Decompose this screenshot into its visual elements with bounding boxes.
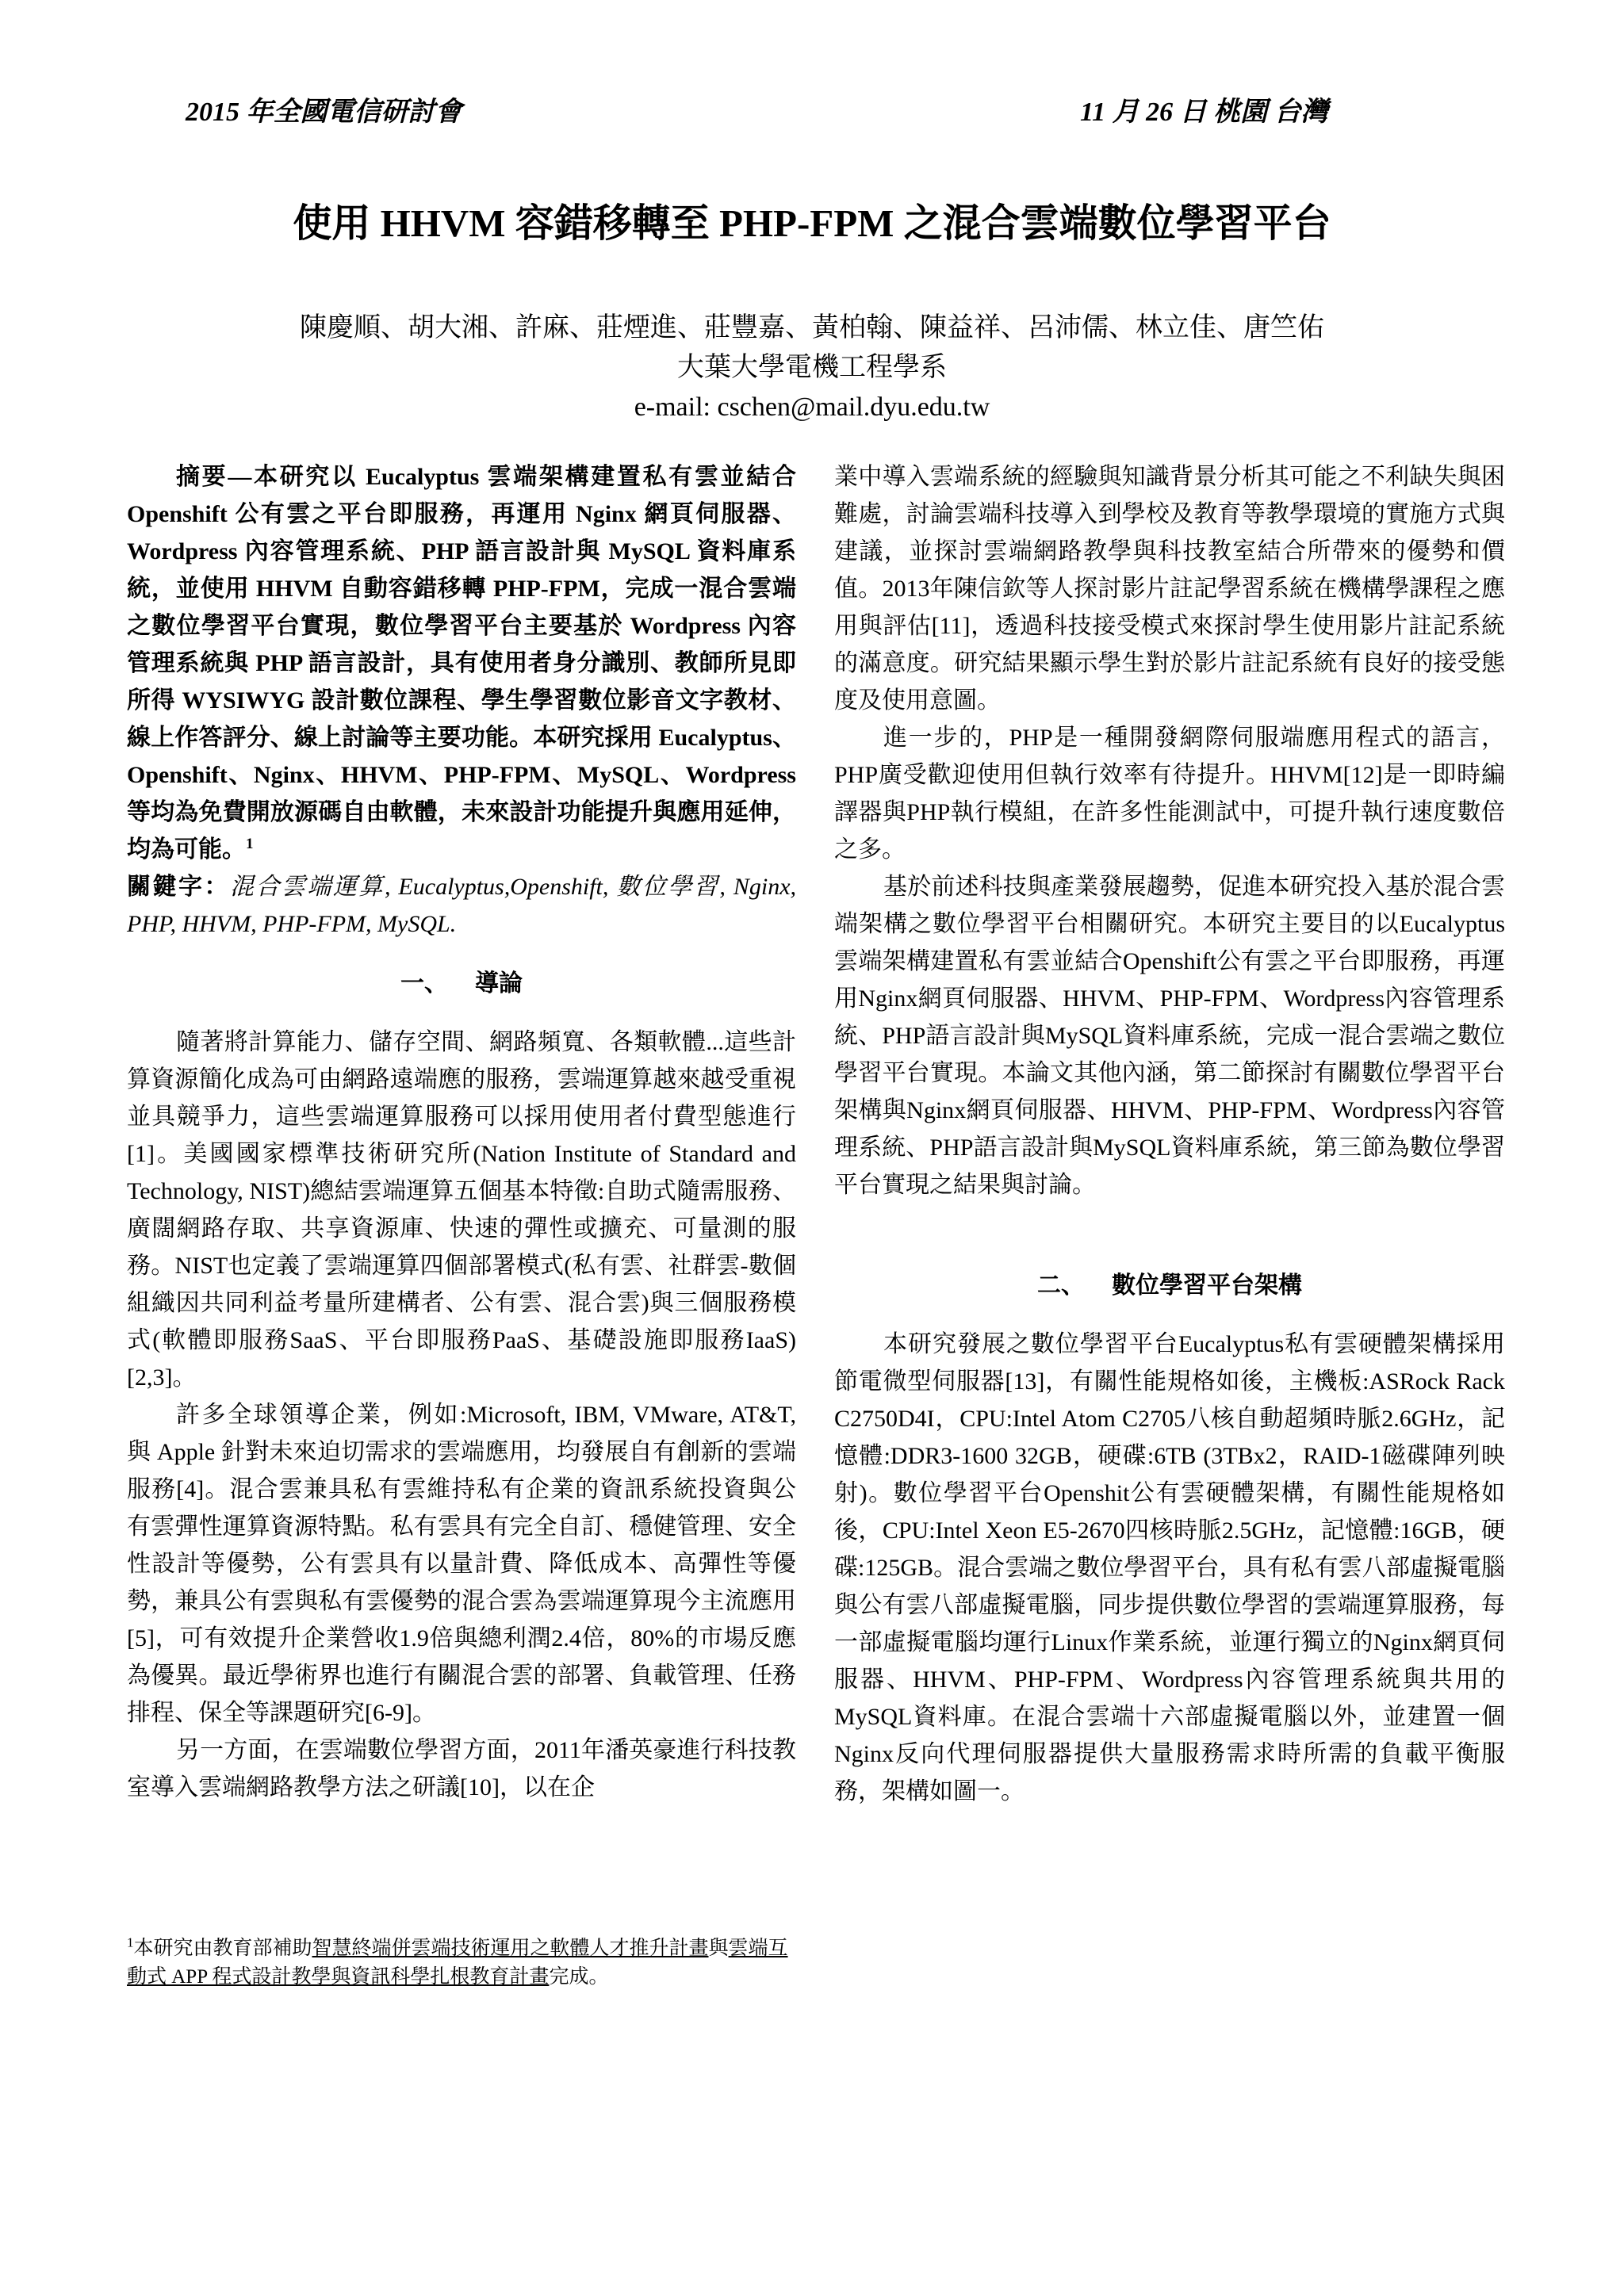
footnote-text-post: 完成。 bbox=[549, 1966, 609, 1988]
paper-title: 使用 HHVM 容錯移轉至 PHP-FPM 之混合雲端數位學習平台 bbox=[293, 201, 1331, 245]
keywords-text: 混合雲端運算, Eucalyptus,Openshift, 數位學習, Nginx, PHP, HHVM, PHP-FPM, MySQL. bbox=[127, 874, 797, 937]
footnote-number: 1 bbox=[127, 1934, 134, 1950]
section-1-title: 導論 bbox=[475, 970, 523, 997]
section-1-number: 一、 bbox=[400, 970, 448, 997]
paragraph: 另一方面，在雲端數位學習方面，2011年潘英豪進行科技教室導入雲端網路教學方法之研議[10]，以在企 bbox=[127, 1737, 796, 1800]
conference-header: 2015 年全國電信研討會 bbox=[186, 98, 462, 127]
left-column bbox=[127, 458, 796, 1806]
affiliation: 大葉大學電機工程學系 bbox=[677, 353, 947, 382]
footnote-project-2: 雲端互動式 APP 程式設計教學與資訊科學扎根教育計畫 bbox=[127, 1938, 788, 1988]
email: e-mail: cschen@mail.dyu.edu.tw bbox=[634, 392, 990, 422]
section-2-number: 二、 bbox=[1037, 1272, 1085, 1299]
paragraph: 業中導入雲端系統的經驗與知識背景分析其可能之不利缺失與困難處，討論雲端科技導入到學校及教育等教學環境的實施方式與建議，並探討雲端網路教學與科技教室結合所帶來的優勢和價值。2013年陳信欽等人探討影片註記學習系統在機構學課程之應用與評估[11]，透過科技接受模式來探討學生使用影片註記系統的滿意度。研究結果顯示學生對於影片註記系統有良好的接受態度及使用意圖。 bbox=[834, 464, 1505, 714]
paragraph: 隨著將計算能力、儲存空間、網路頻寬、各類軟體...這些計算資源簡化成為可由網路遠端應的服務，雲端運算越來越受重視並具競爭力，這些雲端運算服務可以採用使用者付費型態進行[1]。美國國家標準技術研究所(Nation Institute of Standard and Technology, NIST)總結雲端運算五個基本特徵:自助式隨需服務、廣闊網路存取、共享資源庫、快速的彈性或擴充、可量測的服務。NIST也定義了雲端運算四個部署模式(私有雲、社群雲-數個組織因共同利益考量所建構者、公有雲、混合雲)與三個服務模式(軟體即服務SaaS、平台即服務PaaS、基礎設施即服務IaaS)[2,3]。 bbox=[127, 1029, 796, 1391]
footnote bbox=[127, 1934, 796, 1992]
section-2-heading bbox=[834, 1270, 1505, 1302]
footnote-project-1: 智慧終端併雲端技術運用之軟體人才推升計畫 bbox=[312, 1938, 709, 1959]
footnote-text-mid: 與 bbox=[708, 1938, 729, 1959]
section-1-heading bbox=[127, 968, 796, 1000]
abstract-text: 摘要—本研究以 Eucalyptus 雲端架構建置私有雲並結合 Openshift 公有雲之平台即服務，再運用 Nginx 網頁伺服器、Wordpress 內容管理系統、PHP 語言設計與 MySQL 資料庫系統，並使用 HHVM 自動容錯移轉 PHP-FPM，完成一混合雲端之數位學習平台實現，數位學習平台主要基於 Wordpress 內容管理系統與 PHP 語言設計，具有使用者身分識別、教師所見即所得 WYSIWYG 設計數位課程、學生學習數位影音文字教材、線上作答評分、線上討論等主要功能。本研究採用 Eucalyptus、Openshift、Nginx、HHVM、PHP-FPM、MySQL、Wordpress 等均為免費開放源碼自由軟體，未來設計功能提升與應用延伸，均為可能。 bbox=[127, 464, 796, 863]
right-column bbox=[834, 458, 1505, 1810]
date-location-header: 11 月 26 日 桃園 台灣 bbox=[1080, 98, 1328, 127]
section-2-title: 數位學習平台架構 bbox=[1112, 1272, 1302, 1299]
paragraph: 許多全球領導企業，例如:Microsoft, IBM, VMware, AT&T, 與 Apple 針對未來迫切需求的雲端應用，均發展自有創新的雲端服務[4]。混合雲兼具私有雲維持私有企業的資訊系統投資與公有雲彈性運算資源特點。私有雲具有完全自訂、穩健管理、安全性設計等優勢，公有雲具有以量計費、降低成本、高彈性等優勢，兼具公有雲與私有雲優勢的混合雲為雲端運算現今主流應用[5]，可有效提升企業營收1.9倍與總利潤2.4倍，80%的市場反應為優異。最近學術界也進行有關混合雲的部署、負載管理、任務排程、保全等課題研究[6-9]。 bbox=[127, 1402, 796, 1726]
paragraph: 進一步的，PHP是一種開發網際伺服端應用程式的語言，PHP廣受歡迎使用但執行效率有待提升。HHVM[12]是一即時編譯器與PHP執行模組，在許多性能測試中，可提升執行速度數倍之多。 bbox=[834, 725, 1505, 863]
paragraph: 基於前述科技與產業發展趨勢，促進本研究投入基於混合雲端架構之數位學習平台相關研究。本研究主要目的以Eucalyptus雲端架構建置私有雲並結合Openshift公有雲之平台即服務，再運用Nginx網頁伺服器、HHVM、PHP-FPM、Wordpress內容管理系統、PHP語言設計與MySQL資料庫系統，完成一混合雲端之數位學習平台實現。本論文其他內涵，第二節探討有關數位學習平台架構與Nginx網頁伺服器、HHVM、PHP-FPM、Wordpress內容管理系統、PHP語言設計與MySQL資料庫系統，第三節為數位學習平台實現之結果與討論。 bbox=[834, 874, 1505, 1198]
abstract bbox=[127, 458, 796, 868]
keywords-label: 關鍵字： bbox=[127, 874, 230, 900]
footnote-mark: 1 bbox=[246, 836, 254, 852]
paragraph: 本研究發展之數位學習平台Eucalyptus私有雲硬體架構採用節電微型伺服器[13]，有關性能規格如後，主機板:ASRock Rack C2750D4I，CPU:Intel Atom C2705八核自動超頻時脈2.6GHz，記憶體:DDR3-1600 32GB，硬碟:6TB (3TBx2，RAID-1磁碟陣列映射)。數位學習平台Openshit公有雲硬體架構，有關性能規格如後，CPU:Intel Xeon E5-2670四核時脈2.5GHz，記憶體:16GB，硬碟:125GB。混合雲端之數位學習平台，具有私有雲八部虛擬電腦與公有雲八部虛擬電腦，同步提供數位學習的雲端運算服務，每一部虛擬電腦均運行Linux作業系統，並運行獨立的Nginx網頁伺服器、HHVM、PHP-FPM、Wordpress內容管理系統與共用的MySQL資料庫。在混合雲端十六部虛擬電腦以外，並建置一個Nginx反向代理伺服器提供大量服務需求時所需的負載平衡服務，架構如圖一。 bbox=[834, 1331, 1505, 1804]
keywords bbox=[127, 868, 796, 943]
footnote-text-pre: 本研究由教育部補助 bbox=[133, 1938, 312, 1959]
author-list: 陳慶順、胡大湘、許麻、莊煙進、莊豐嘉、黃柏翰、陳益祥、呂沛儒、林立佳、唐竺佑 bbox=[300, 313, 1324, 342]
